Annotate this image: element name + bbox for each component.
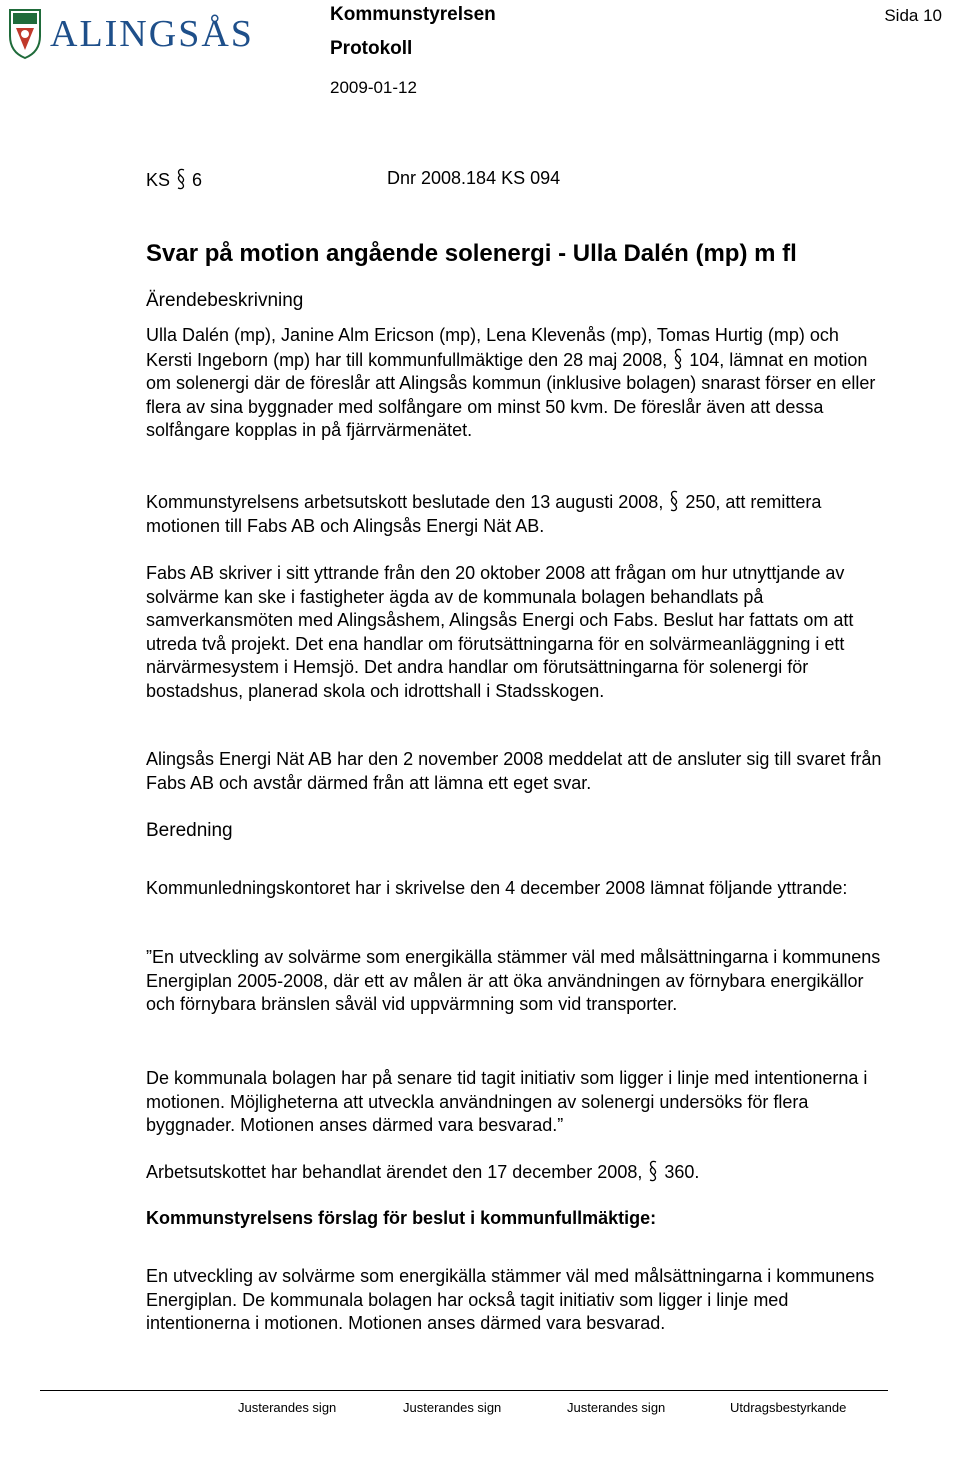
- footer-sign-1: Justerandes sign: [238, 1400, 337, 1415]
- paragraph-sign-icon: [668, 490, 680, 512]
- dnr: Dnr 2008.184 KS 094: [387, 168, 561, 188]
- section-heading-arende: Ärendebeskrivning: [146, 290, 304, 311]
- logo-text: ALINGSÅS: [50, 13, 254, 55]
- section-heading-beredning: Beredning: [146, 820, 233, 841]
- paragraph-2-part-a: Kommunstyrelsens arbetsutskott beslutade den 13 augusti 2008,: [146, 492, 664, 512]
- section-heading-forslag: Kommunstyrelsens förslag för beslut i kommunfullmäktige:: [146, 1208, 657, 1228]
- footer-sign-3: Justerandes sign: [567, 1400, 666, 1415]
- paragraph-sign-icon: [175, 168, 187, 190]
- header-doc-type: Protokoll: [330, 38, 413, 59]
- paragraph-sign-icon: [647, 1160, 659, 1182]
- paragraph-6: ”En utveckling av solvärme som energikälla stämmer väl med målsättningarna i kommunens Energiplan 2005-2008, där ett av målen är att öka användningen av förnybara energikällor och förnybara bränslen såväl vid uppvärmning som vid transporter.: [146, 947, 881, 1015]
- case-ref: [146, 168, 202, 191]
- paragraph-1: [146, 324, 886, 443]
- footer-sign-2: Justerandes sign: [403, 1400, 502, 1415]
- page-number: Sida 10: [884, 6, 942, 25]
- paragraph-1-part-a: Ulla Dalén (mp), Janine Alm Ericson (mp), Lena Klevenås (mp), Tomas Hurtig (mp) och Kersti Ingeborn (mp) har till kommunfullmäktige den 28 maj 2008,: [146, 325, 839, 370]
- paragraph-4: Alingsås Energi Nät AB har den 2 november 2008 meddelat att de ansluter sig till svaret från Fabs AB och avstår därmed från att lämna ett eget svar.: [146, 749, 882, 793]
- paragraph-7: De kommunala bolagen har på senare tid tagit initiativ som ligger i linje med intentionerna i motionen. Möjligheterna att utveckla användningen av solenergi undersöks för flera byggnader. Motionen anses därmed vara besvarad.”: [146, 1068, 868, 1136]
- paragraph-1-part-b: 104, lämnat en motion om solenergi där de föreslår att Alingsås kommun (inklusive bolagen) snarast förser en eller flera av sina byggnader med solfångare om minst 50 kvm. De föreslår även att dessa solfångare kopplas in på fjärrvärmenätet.: [146, 349, 876, 441]
- header-org: Kommunstyrelsen: [330, 4, 496, 25]
- paragraph-8-part-a: Arbetsutskottet har behandlat ärendet den 17 december 2008,: [146, 1162, 643, 1182]
- paragraph-8-part-b: 360.: [664, 1162, 700, 1182]
- page-title: Svar på motion angående solenergi - Ulla Dalén (mp) m fl: [146, 240, 797, 267]
- paragraph-2: [146, 490, 886, 538]
- paragraph-5: Kommunledningskontoret har i skrivelse den 4 december 2008 lämnat följande yttrande:: [146, 878, 848, 898]
- paragraph-9: En utveckling av solvärme som energikälla stämmer väl med målsättningarna i kommunens Energiplan. De kommunala bolagen har också tagit initiativ som ligger i linje med intentionerna i motionen. Motionen anses därmed vara besvarad.: [146, 1266, 875, 1334]
- paragraph-8: [146, 1160, 886, 1185]
- municipality-logo: [6, 6, 256, 60]
- footer-divider: [40, 1390, 888, 1391]
- paragraph-2-part-b: 250, att remittera motionen till Fabs AB och Alingsås Energi Nät AB.: [146, 492, 822, 536]
- footer-extract: Utdragsbestyrkande: [730, 1400, 847, 1415]
- ks-label: KS: [146, 170, 171, 190]
- ks-number: 6: [192, 170, 203, 190]
- paragraph-3: Fabs AB skriver i sitt yttrande från den 20 oktober 2008 att frågan om hur utnyttjande av solvärme kan ske i fastigheter ägda av de kommunala bolagen behandlats på samverkansmöten med Alingsåshem, Alingsås Energi och Fabs. Beslut har fattats om att utreda två projekt. Det ena handlar om förutsättningarna för en solvärmeanläggning i ett närvärmesystem i Hemsjö. Det andra handlar om förutsättningarna för solenergi för bostadshus, planerad skola och idrottshall i Stadsskogen.: [146, 563, 854, 701]
- header-date: 2009-01-12: [330, 78, 417, 97]
- paragraph-sign-icon: [672, 348, 684, 370]
